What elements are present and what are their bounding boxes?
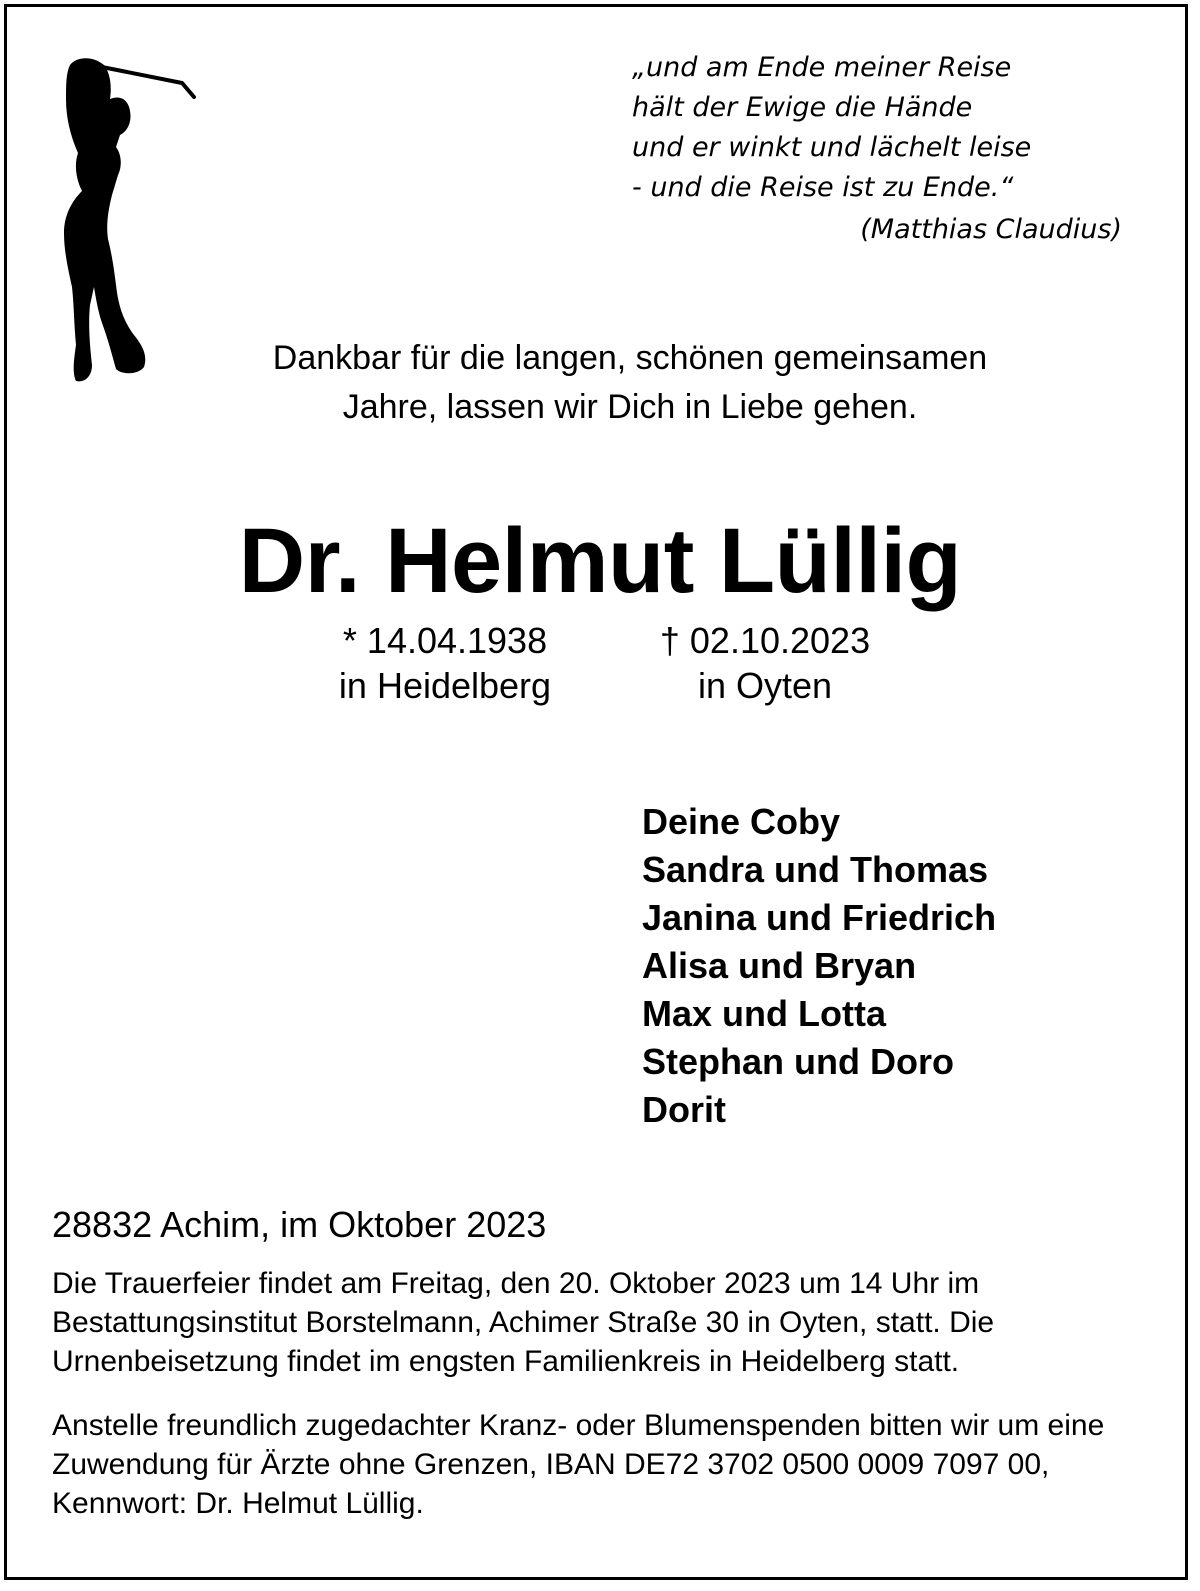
deceased-name: Dr. Helmut Lüllig xyxy=(238,510,962,612)
birth-place: in Heidelberg xyxy=(338,665,552,706)
birth-date: * 14.04.1938 xyxy=(342,620,548,661)
quote-line-4: - und die Reise ist zu Ende.“ xyxy=(632,172,1014,203)
mourner-item: Alisa und Bryan xyxy=(642,945,917,986)
birth-info xyxy=(290,618,600,708)
thanks-line-1: Dankbar für die langen, schönen gemeinsamen xyxy=(272,339,988,377)
quote-block xyxy=(632,48,1152,250)
place-date: 28832 Achim, im Oktober 2023 xyxy=(52,1204,547,1245)
death-info xyxy=(610,618,920,708)
mourner-item: Dorit xyxy=(642,1089,726,1130)
mourners-list xyxy=(642,798,996,1134)
death-place: in Oyten xyxy=(697,665,833,706)
ceremony-text: Die Trauerfeier findet am Freitag, den 20. Oktober 2023 um 14 Uhr im Bestattungsinstitut Borstelmann, Achimer Straße 30 in Oyten, statt. Die Urnenbeisetzung findet im engsten Familienkreis in Heidelberg statt. xyxy=(52,1267,995,1378)
thanks-text xyxy=(130,334,1130,432)
quote-line-1: „und am Ende meiner Reise xyxy=(632,52,1012,83)
thanks-line-2: Jahre, lassen wir Dich in Liebe gehen. xyxy=(342,388,918,426)
donation-text: Anstelle freundlich zugedachter Kranz- oder Blumenspenden bitten wir um eine Zuwendung für Ärzte ohne Grenzen, IBAN DE72 3702 0500 0009 7097 00, Kennwort: Dr. Helmut Lüllig. xyxy=(52,1409,1105,1520)
mourner-item: Sandra und Thomas xyxy=(642,849,989,890)
quote-line-3: und er winkt und lächelt leise xyxy=(632,132,1032,163)
mourner-item: Deine Coby xyxy=(642,801,841,842)
quote-line-2: hält der Ewige die Hände xyxy=(632,92,973,123)
death-date: † 02.10.2023 xyxy=(659,620,871,661)
quote-author: (Matthias Claudius) xyxy=(860,214,1122,245)
mourner-item: Janina und Friedrich xyxy=(642,897,997,938)
mourner-item: Stephan und Doro xyxy=(642,1041,954,1082)
mourner-item: Max und Lotta xyxy=(642,993,886,1034)
